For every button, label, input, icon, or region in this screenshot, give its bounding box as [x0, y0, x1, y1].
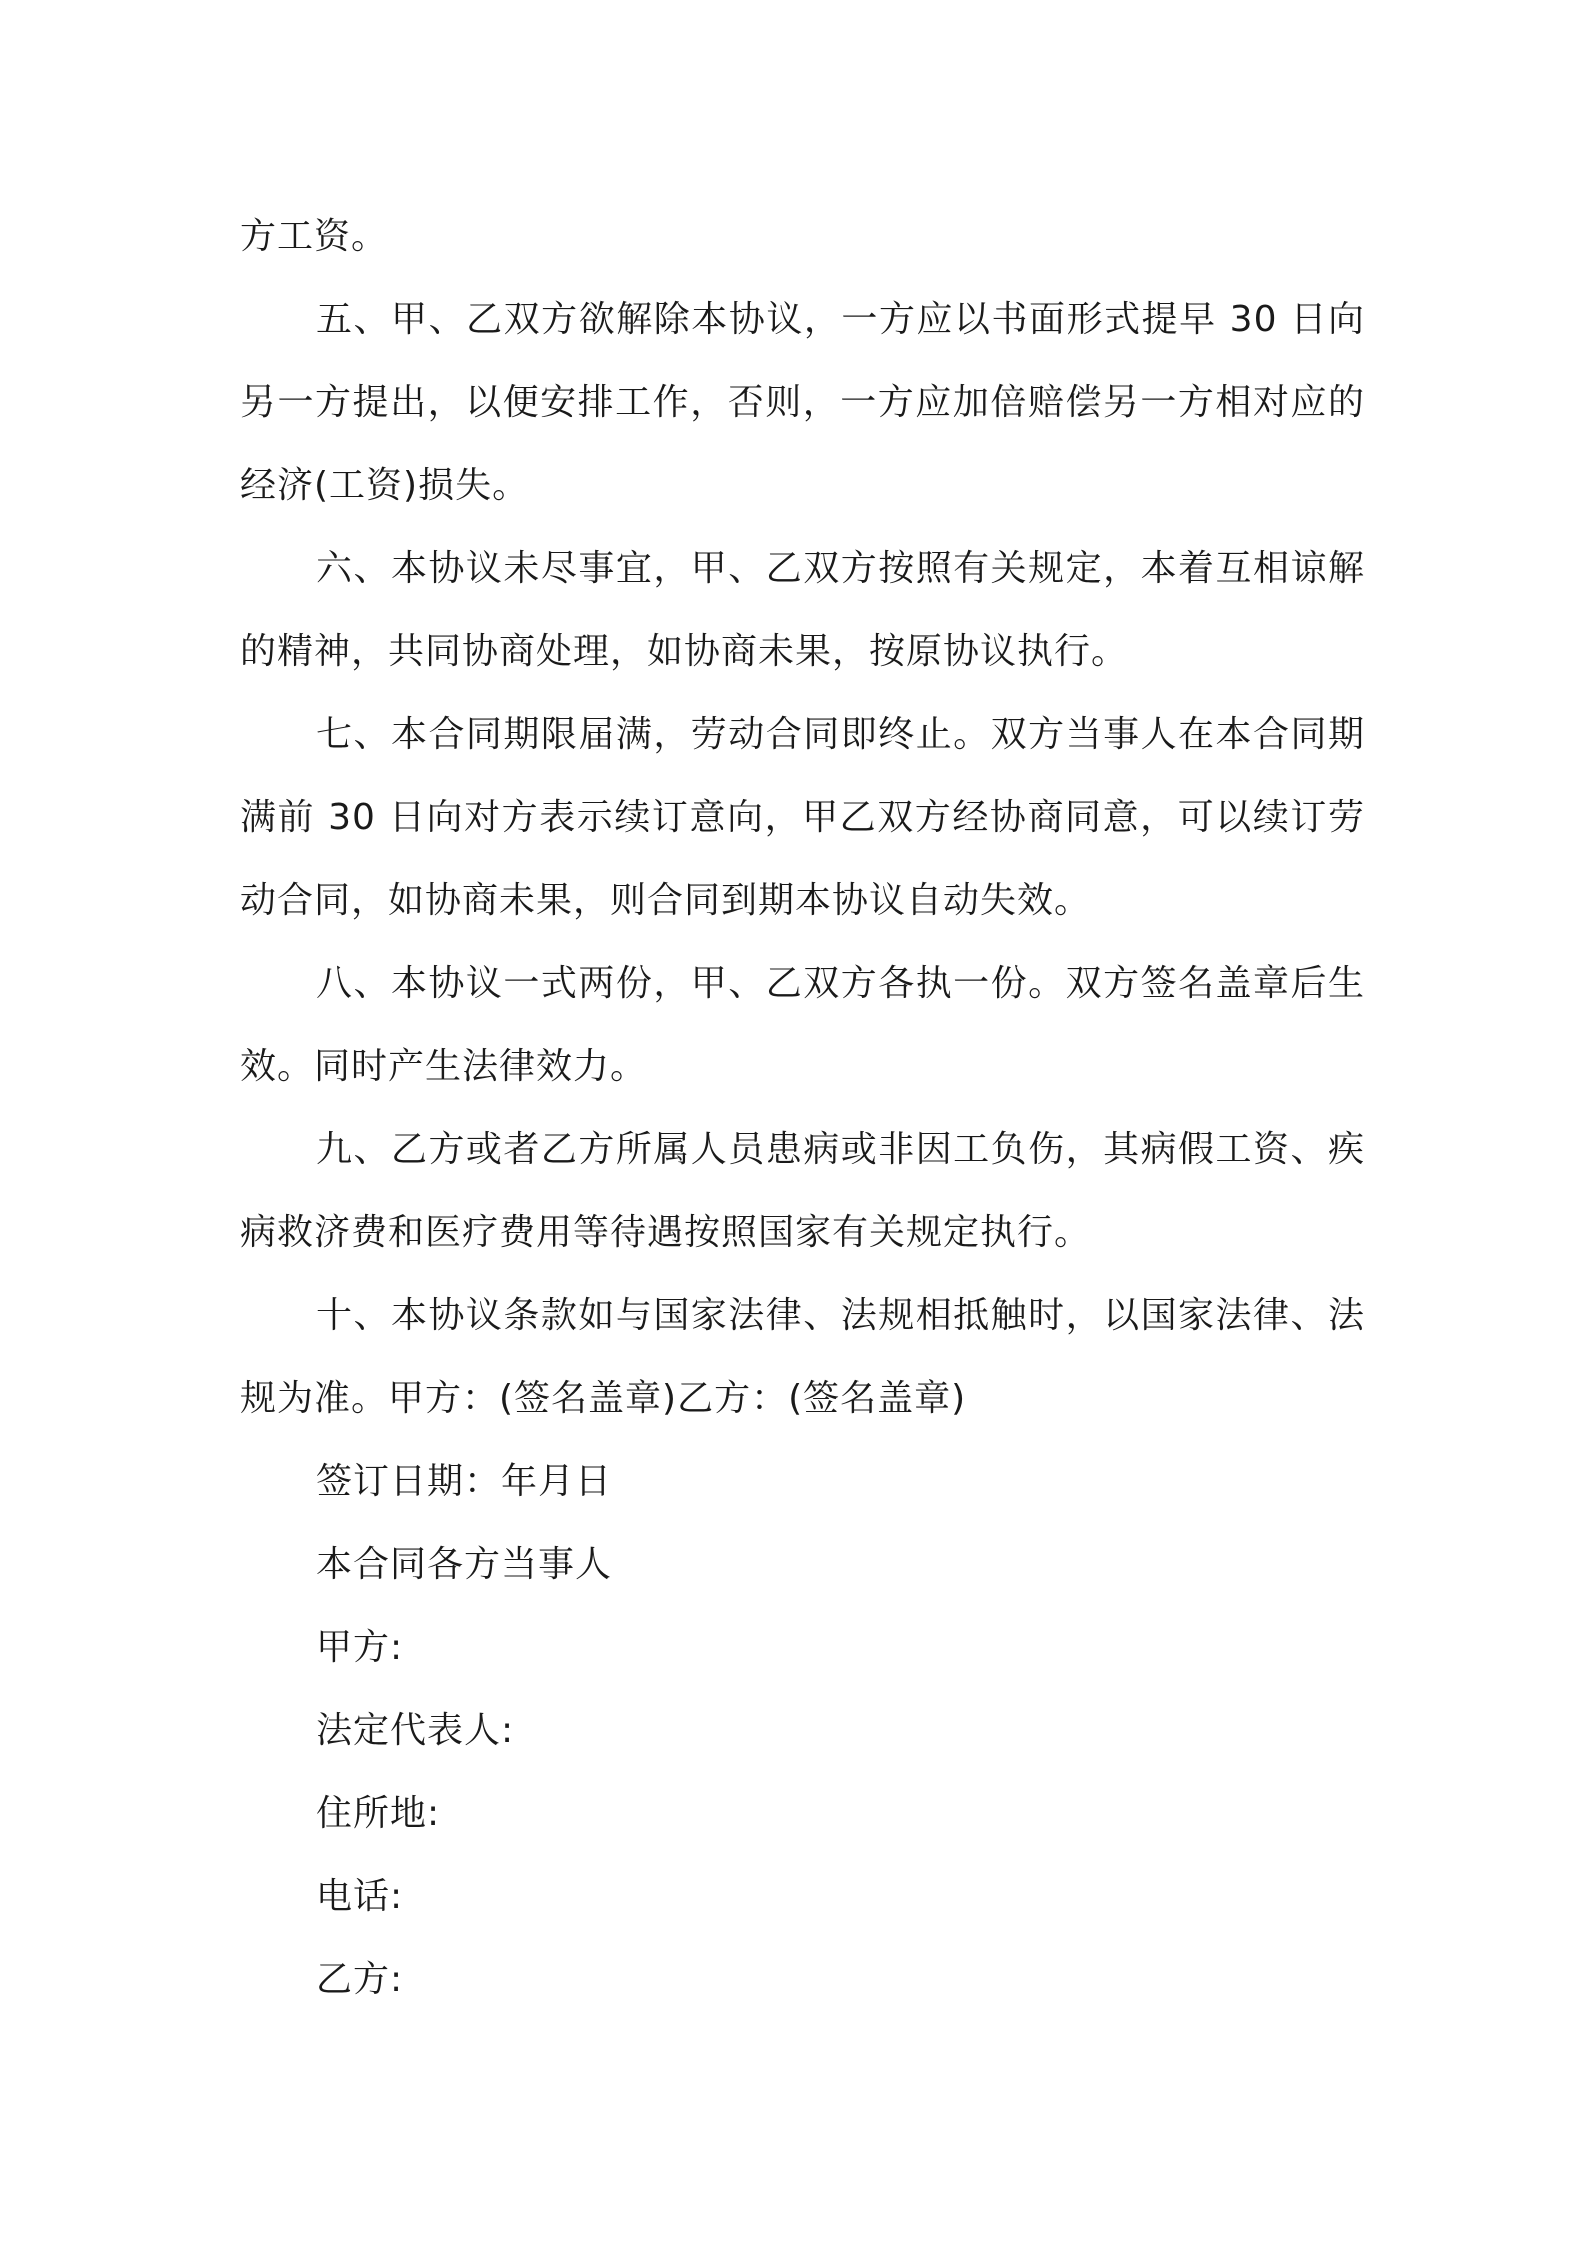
parties-heading: 本合同各方当事人	[316, 1544, 613, 1585]
clause-9-paragraph: 九、乙方或者乙方所属人员患病或非因工负伤，其病假工资、疾病救济费和医疗费用等待遇按照国家有关规定执行。	[240, 1129, 1365, 1253]
clause-7-paragraph: 七、本合同期限届满，劳动合同即终止。双方当事人在本合同期满前 30 日向对方表示续订意向，甲乙双方经协商同意，可以续订劳动合同，如协商未果，则合同到期本协议自动失效。	[240, 714, 1365, 921]
party-a-label: 甲方:	[316, 1627, 404, 1668]
address-label: 住所地:	[316, 1793, 441, 1834]
clause-10-paragraph: 十、本协议条款如与国家法律、法规相抵触时，以国家法律、法规为准。甲方：(签名盖章)乙方：(签名盖章)	[240, 1295, 1365, 1419]
signing-date-line: 签订日期：年月日	[316, 1461, 613, 1502]
document-body	[240, 195, 1365, 2021]
clause-8-paragraph: 八、本协议一式两份，甲、乙双方各执一份。双方签名盖章后生效。同时产生法律效力。	[240, 963, 1365, 1087]
clause-5-paragraph: 五、甲、乙双方欲解除本协议，一方应以书面形式提早 30 日向另一方提出，以便安排工作，否则，一方应加倍赔偿另一方相对应的经济(工资)损失。	[240, 299, 1365, 506]
clause-6-paragraph: 六、本协议未尽事宜，甲、乙双方按照有关规定，本着互相谅解的精神，共同协商处理，如协商未果，按原协议执行。	[240, 548, 1365, 672]
legal-representative-label: 法定代表人:	[316, 1710, 515, 1751]
paragraph-continuation: 方工资。	[240, 216, 389, 257]
phone-label: 电话:	[316, 1876, 404, 1917]
party-b-label: 乙方:	[316, 1959, 404, 2000]
